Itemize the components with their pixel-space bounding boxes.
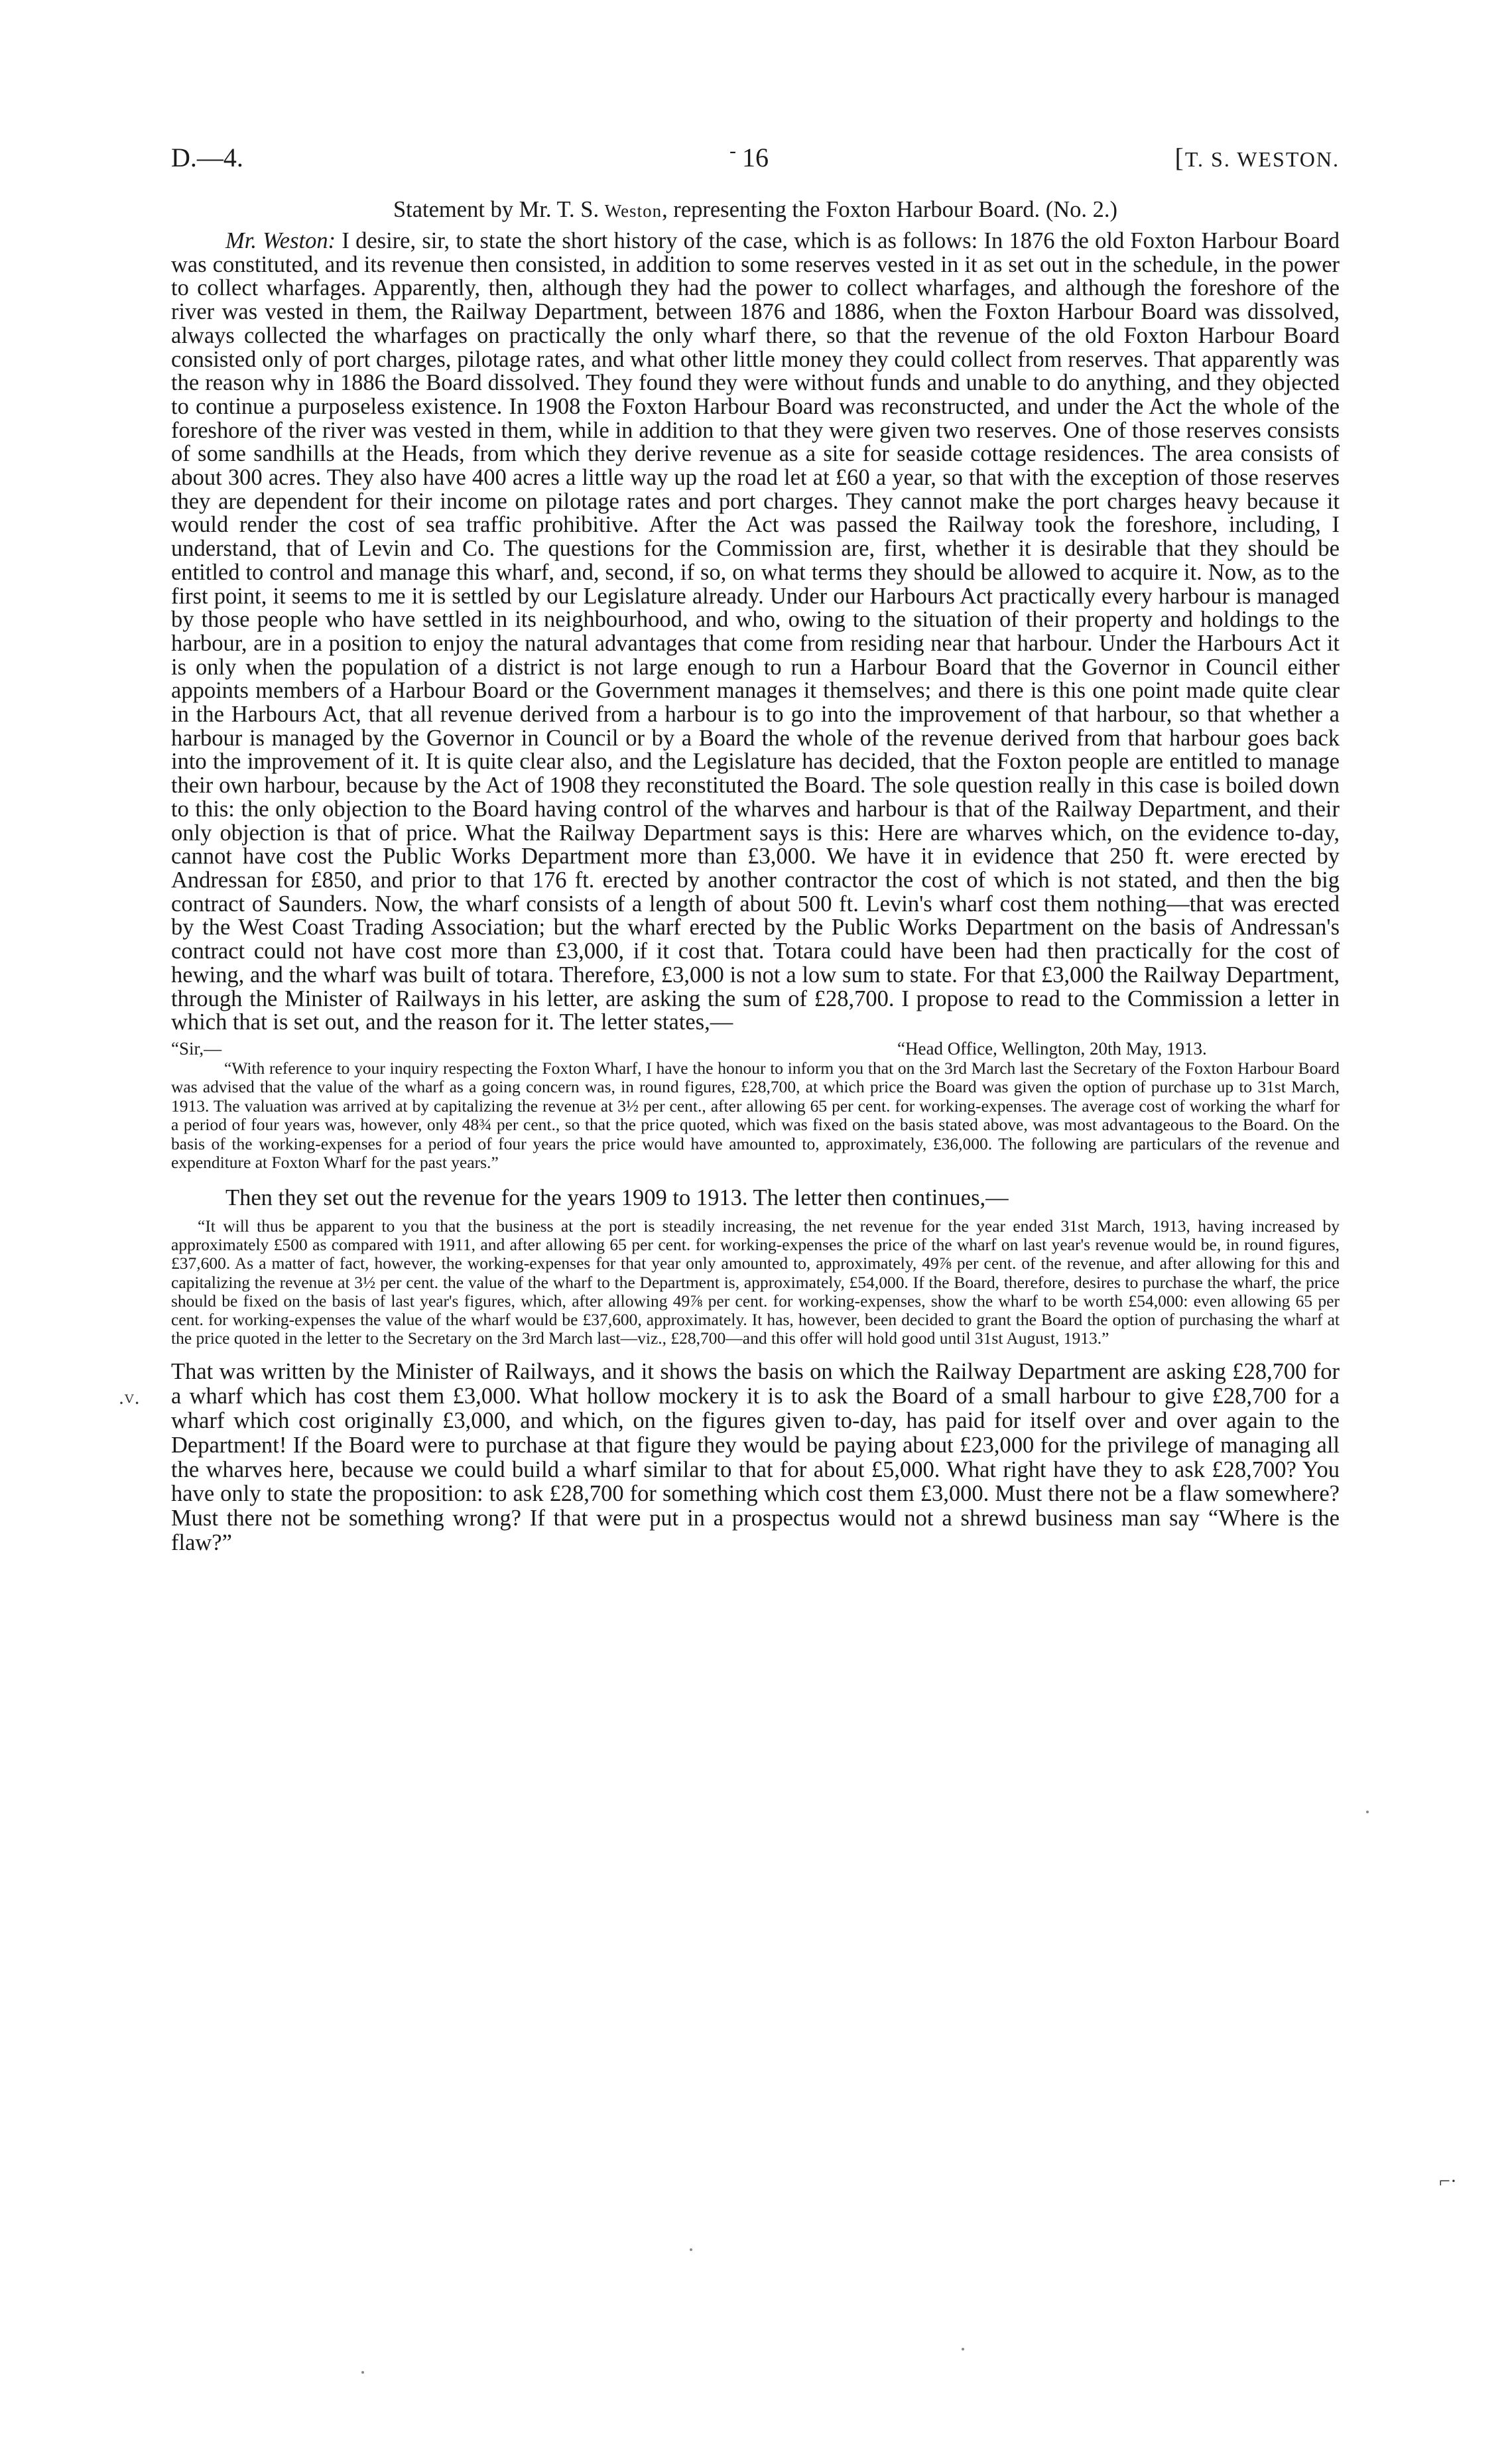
statement-paragraph-2: Then they set out the revenue for the years 1909 to 1913. The letter then continues,— <box>225 1185 1009 1211</box>
scan-speck <box>962 2348 964 2350</box>
header-mark: - <box>729 140 736 162</box>
page-header <box>171 138 1340 178</box>
statement-paragraph-3: That was written by the Minister of Railways, and it shows the basis on which the Railway Department are asking £28,700 for a wharf which has cost them £3,000. What hollow mockery it is to ask the Board of a small harbour to give £28,700 for a wharf which cost originally £3,000, and which, on the figures given to-day, has paid for itself over and over again to the Department! If the Board were to purchase at that figure they would be paying about £23,000 for the privilege of managing all the wharves here, because we could build a wharf similar to that for about £5,000. What right have they to ask £28,700? You have only to state the proposition: to ask £28,700 for something which cost them £3,000. Must there not be a flaw somewhere? Must there not be something wrong? If that were put in a prospectus would not a shrewd business man say “Where is the flaw?” <box>171 1359 1340 1556</box>
speaker-reference: [T. S. WESTON. <box>1174 143 1340 172</box>
quoted-letter-1 <box>171 1039 1340 1172</box>
margin-mark-right: ⌐· <box>1439 2170 1457 2192</box>
document-reference: D.—4. <box>171 143 243 172</box>
statement-title: Statement by Mr. T. S. Weston, representing the Foxton Harbour Board. (No. 2.) <box>393 197 1118 222</box>
margin-mark-left: ·ⱽ· <box>118 1392 141 1414</box>
paragraph-1-text: I desire, sir, to state the short history of the case, which is as follows: In 1876 the old Foxton Harbour Board was constituted, and its revenue then consisted, in addition to some reserves vested in it as set out in the schedule, in the power to collect wharfages. Apparently, then, although they had the power to collect wharfages, and although the foreshore of the river was vested in them, the Railway Department, between 1876 and 1886, when the Foxton Harbour Board was dissolved, always collected the wharfages on practically the only wharf there, so that the revenue of the old Foxton Harbour Board consisted only of port charges, pilotage rates, and what other little money they could collect from reserves. That apparently was the reason why in 1886 the Board dissolved. They found they were without funds and unable to do anything, and they objected to continue a purposeless existence. In 1908 the Foxton Harbour Board was reconstructed, and under the Act the whole of the foreshore of the river was vested in them, while in addition to that they were given two reserves. One of those reserves consists of some sandhills at the Heads, from which they derive revenue as a site for seaside cottage residences. The area consists of about 300 acres. They also have 400 acres a little way up the road let at £60 a year, so that with the exception of those reserves they are dependent for their income on pilotage rates and port charges. They cannot make the port charges heavy because it would render the cost of sea traffic prohibitive. After the Act was passed the Railway took the foreshore, including, I understand, that of Levin and Co. The questions for the Commission are, first, whether it is desirable that they should be entitled to control and manage this wharf, and, second, if so, on what terms they should be allowed to acquire it. Now, as to the first point, it seems to me it is settled by our Legislature already. Under our Harbours Act practically every harbour is managed by those people who have settled in its neighbourhood, and who, owing to the situation of their property and holdings to the harbour, are in a position to enjoy the natural advantages that come from residing near that harbour. Under the Harbours Act it is only when the population of a district is not large enough to run a Harbour Board that the Governor in Council either appoints members of a Harbour Board or the Government manages it themselves; and there is this one point made quite clear in the Harbours Act, that all revenue derived from a harbour is to go into the improvement of that harbour, so that whether a harbour is managed by the Governor in Council or by a Board the whole of the revenue derived from that harbour goes back into the improvement of it. It is quite clear also, and the Legislature has decided, that the Foxton people are entitled to manage their own harbour, because by the Act of 1908 they reconstituted the Board. The sole question really in this case is boiled down to this: the only objection to the Board having control of the wharves and harbour is that of the Railway Department, and their only objection is that of price. What the Railway Department says is this: Here are wharves which, on the evidence to-day, cannot have cost the Public Works Department more than £3,000. We have it in evidence that 250 ft. were erected by Andressan for £850, and prior to that 176 ft. erected by another contractor the cost of which is not stated, and then the big contract of Saunders. Now, the wharf consists of a length of about 500 ft. Levin's wharf cost them nothing—that was erected by the West Coast Trading Association; but the wharf erected by the Public Works Department on the basis of Andressan's contract could not have cost more than £3,000, if it cost that. Totara could have been had then practically for the cost of hewing, and the wharf was built of totara. Therefore, £3,000 is not a low sum to state. For that £3,000 the Railway Department, through the Minister of Railways in his letter, are asking the sum of £28,700. I propose to read to the Commission a letter in which that is set out, and the reason for it. The letter states,— <box>171 228 1340 1035</box>
speaker-label: Mr. Weston: <box>225 228 336 253</box>
letter-heading <box>171 1039 1340 1059</box>
title-name: Weston <box>604 201 662 221</box>
scan-speck <box>361 2371 364 2374</box>
scan-speck <box>1366 1811 1369 1813</box>
page-number: 16 <box>742 143 769 172</box>
statement-paragraph-1 <box>171 229 1340 1035</box>
document-body <box>171 192 1340 1555</box>
letter-salutation: “Sir,— <box>171 1038 222 1059</box>
letter-1-body: “With reference to your inquiry respecting the Foxton Wharf, I have the honour to inform you that on the 3rd March last the Secretary of the Foxton Harbour Board was advised that the value of the wharf as a going concern was, in round figures, £28,700, at which price the Board was given the option of purchase up to 31st March, 1913. The valuation was arrived at by capitalizing the revenue at 3½ per cent., after allowing 65 per cent. for working-expenses. The average cost of working the wharf for a period of four years was, however, only 48¾ per cent., so that the price quoted, which was fixed on the basis stated above, was most advantageous to the Board. On the basis of the working-expenses for a period of four years the price would have amounted to, approximately, £36,000. The following are particulars of the revenue and expenditure at Foxton Wharf for the past years.” <box>171 1058 1340 1172</box>
quoted-letter-2: “It will thus be apparent to you that the business at the port is steadily increasing, the net revenue for the year ended 31st March, 1913, having increased by approximately £500 as compared with 1911, and after allowing 65 per cent. for working-expenses the price of the wharf on last year's revenue would be, in round figures, £37,600. As a matter of fact, however, the working-expenses for that year only amounted to, approximately, 49⅞ per cent. of the revenue, and after allowing for this and capitalizing the revenue at 3½ per cent. the value of the wharf to the Department is, approximately, £54,000. If the Board, therefore, desires to purchase the wharf, the price should be fixed on the basis of last year's figures, which, after allowing 49⅞ per cent. for working-expenses, show the wharf to be worth £54,000: even allowing 65 per cent. for working-expenses the value of the wharf would be £37,600, approximately. It has, however, been decided to grant the Board the option of purchasing the wharf at the price quoted in the letter to the Secretary on the 3rd March last—viz., £28,700—and this offer will hold good until 31st August, 1913.” <box>171 1216 1340 1348</box>
scan-speck <box>690 2248 692 2251</box>
letter-address-date: “Head Office, Wellington, 20th May, 1913. <box>897 1038 1207 1059</box>
speaker-reference-name: T. S. WESTON. <box>1184 147 1340 171</box>
